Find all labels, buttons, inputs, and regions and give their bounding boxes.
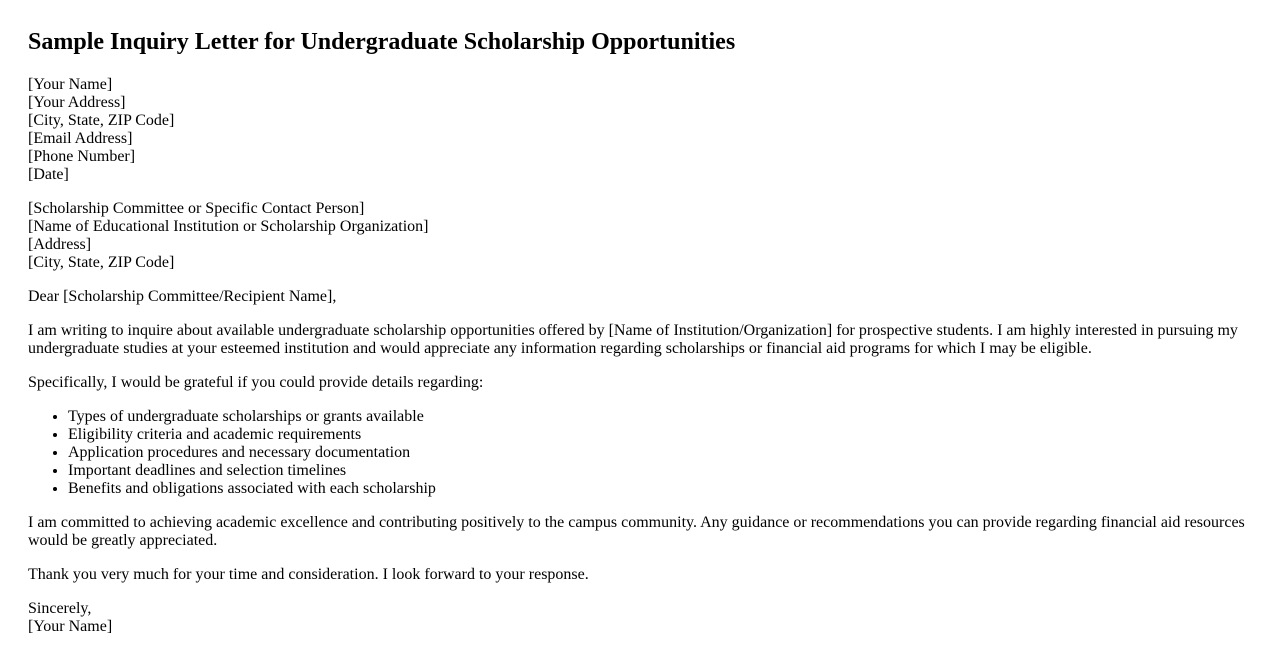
letter-date: [Date]: [28, 166, 69, 183]
signature-name: [Your Name]: [28, 618, 113, 635]
list-item: • Eligibility criteria and academic requirements: [68, 426, 1250, 444]
commitment-paragraph: I am committed to achieving academic excellence and contributing positively to the campus community. Any guidance or recommendations you can provide regarding financial aid resources would be greatly appreciated.: [28, 514, 1245, 549]
list-item: • Benefits and obligations associated with each scholarship: [68, 480, 1250, 498]
list-item: • Types of undergraduate scholarships or grants available: [68, 408, 1250, 426]
closing-block: [28, 600, 1250, 636]
intro-paragraph: I am writing to inquire about available undergraduate scholarship opportunities offered by [Name of Institution/Organization] for prospective students. I am highly interested in pursuing my undergraduate studies at your esteemed institution and would appreciate any information regarding scholarships or financial aid programs for which I may be eligible.: [28, 322, 1238, 357]
sender-city-state-zip: [City, State, ZIP Code]: [28, 112, 175, 129]
thanks-paragraph: Thank you very much for your time and consideration. I look forward to your response.: [28, 566, 589, 583]
recipient-organization: [Name of Educational Institution or Scholarship Organization]: [28, 218, 429, 235]
sender-address-block: [28, 76, 1250, 184]
specifically-paragraph: Specifically, I would be grateful if you could provide details regarding:: [28, 374, 484, 391]
page-title: Sample Inquiry Letter for Undergraduate Scholarship Opportunities: [28, 29, 736, 55]
recipient-address-block: [28, 200, 1250, 272]
list-item: • Important deadlines and selection timelines: [68, 462, 1250, 480]
list-item: • Application procedures and necessary documentation: [68, 444, 1250, 462]
recipient-city-state-zip: [City, State, ZIP Code]: [28, 254, 175, 271]
sender-email: [Email Address]: [28, 130, 133, 147]
recipient-contact: [Scholarship Committee or Specific Contact Person]: [28, 200, 365, 217]
valediction: Sincerely,: [28, 600, 92, 617]
salutation: Dear [Scholarship Committee/Recipient Name],: [28, 288, 337, 305]
details-list: [28, 408, 1250, 498]
sender-phone: [Phone Number]: [28, 148, 136, 165]
sender-address: [Your Address]: [28, 94, 126, 111]
sender-name: [Your Name]: [28, 76, 113, 93]
recipient-address: [Address]: [28, 236, 92, 253]
